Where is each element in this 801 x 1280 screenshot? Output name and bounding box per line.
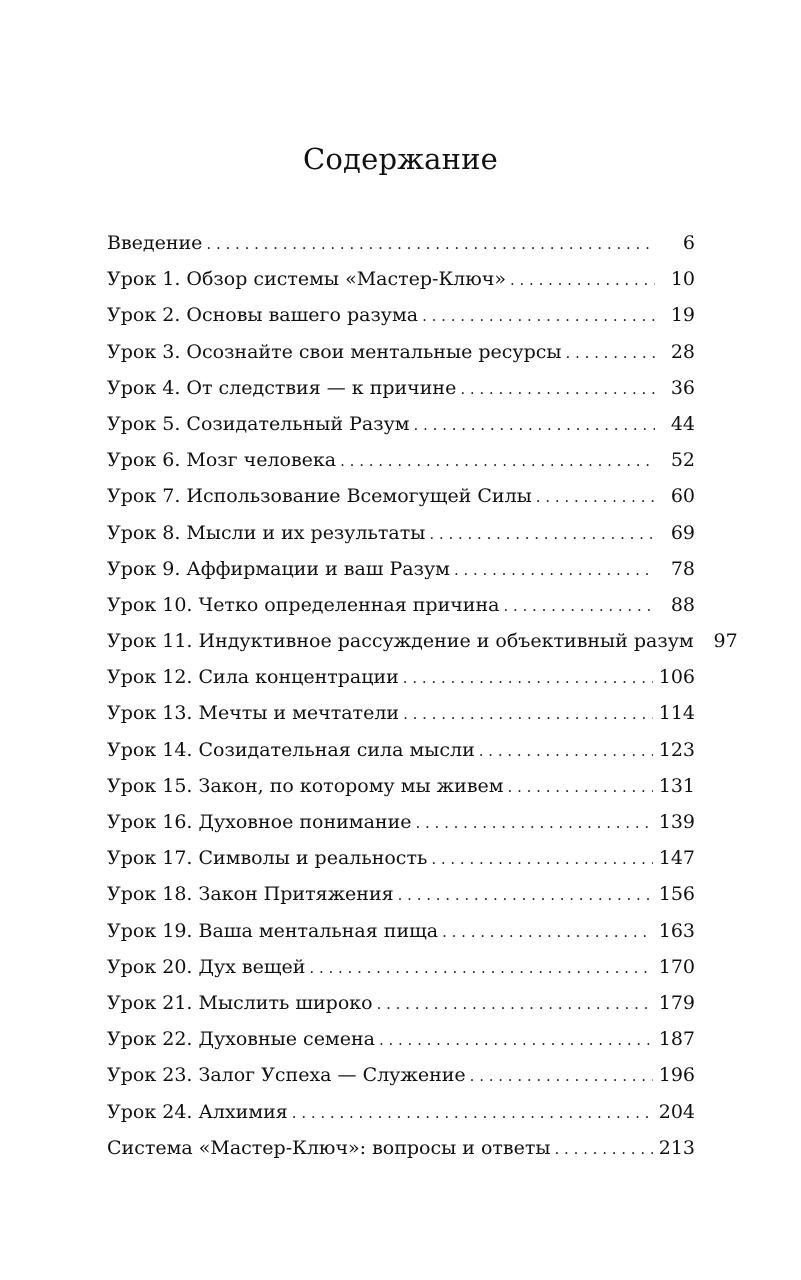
toc-entry: [107, 1028, 695, 1064]
toc-entry: [107, 232, 695, 268]
toc-entry-label: Урок 8. Мысли и их результаты: [107, 521, 426, 544]
toc-leader-dots: [460, 380, 655, 398]
toc-leader-dots: [377, 995, 653, 1013]
toc-leader-dots: [442, 923, 653, 941]
toc-entry-label: Урок 20. Дух вещей: [107, 955, 306, 978]
toc-leader-dots: [508, 778, 653, 796]
toc-entry-label: Урок 4. От следствия — к причине: [107, 376, 457, 399]
toc-entry-label: Урок 16. Духовное понимание: [107, 811, 412, 833]
toc-entry: [107, 920, 695, 956]
toc-entry: [107, 847, 695, 883]
toc-entry: [107, 1137, 695, 1173]
toc-entry-page: 156: [658, 883, 695, 906]
toc-entry-label: Урок 22. Духовные семена: [107, 1028, 375, 1051]
toc-entry-page: 106: [658, 666, 695, 689]
toc-entry-page: 204: [658, 1100, 695, 1123]
toc-entry: [107, 630, 738, 666]
toc-entry-label: Урок 14. Созидательная сила мысли: [107, 738, 475, 761]
toc-entry-page: 114: [658, 702, 695, 725]
toc-entry-page: 97: [713, 630, 738, 653]
toc-entry-label: Урок 23. Залог Успеха — Служение: [107, 1064, 466, 1087]
toc-leader-dots: [479, 742, 653, 760]
toc-entry-label: Введение: [107, 232, 203, 254]
toc-entry: [107, 594, 695, 630]
toc-leader-dots: [206, 235, 655, 253]
page-title: Содержание: [302, 142, 499, 176]
toc-leader-dots: [503, 597, 655, 615]
toc-leader-dots: [470, 1067, 653, 1085]
toc-entry-page: 28: [670, 340, 695, 363]
toc-entry-label: Урок 6. Мозг человека: [107, 449, 337, 472]
toc-entry-page: 88: [670, 593, 695, 616]
toc-leader-dots: [379, 1031, 653, 1049]
toc-entry-page: 170: [658, 955, 695, 978]
toc-entry-label: Система «Мастер-Ключ»: вопросы и ответы: [107, 1136, 551, 1159]
toc-entry: [107, 702, 695, 738]
toc-entry: [107, 811, 695, 847]
toc-leader-dots: [555, 1140, 653, 1158]
toc-entry-label: Урок 3. Осознайте свои ментальные ресурсы: [107, 340, 562, 363]
toc-leader-dots: [309, 959, 652, 977]
toc-entry: [107, 739, 695, 775]
toc-entry-page: 19: [670, 304, 695, 327]
toc-entry: [107, 1101, 695, 1137]
toc-entry: [107, 268, 695, 304]
toc-entry: [107, 558, 695, 594]
toc-leader-dots: [403, 705, 653, 723]
toc-entry-label: Урок 5. Созидательный Разум: [107, 412, 410, 435]
toc-entry: [107, 1064, 695, 1100]
toc-leader-dots: [431, 850, 652, 868]
toc-entry-page: 10: [670, 268, 695, 291]
toc-entry-page: 196: [658, 1064, 695, 1087]
toc-entry-page: 52: [670, 449, 695, 472]
toc-entry: [107, 666, 695, 702]
toc-entry-page: 6: [682, 232, 695, 254]
toc-entry: [107, 413, 695, 449]
table-of-contents: [107, 232, 738, 1173]
toc-leader-dots: [340, 452, 655, 470]
toc-leader-dots: [454, 561, 655, 579]
toc-entry: [107, 377, 695, 413]
toc-entry-label: Урок 11. Индуктивное рассуждение и объективный разум: [107, 630, 694, 653]
toc-entry-label: Урок 10. Четко определенная причина: [107, 593, 500, 616]
toc-entry: [107, 485, 695, 521]
toc-entry-label: Урок 17. Символы и реальность: [107, 847, 428, 870]
toc-entry-page: 187: [658, 1028, 695, 1051]
toc-leader-dots: [566, 344, 655, 362]
toc-leader-dots: [510, 271, 655, 289]
toc-entry-label: Урок 24. Алхимия: [107, 1100, 288, 1123]
toc-entry-page: 179: [658, 991, 695, 1014]
toc-entry-page: 139: [658, 811, 695, 833]
toc-entry-page: 213: [658, 1136, 695, 1159]
toc-entry: [107, 341, 695, 377]
toc-leader-dots: [415, 814, 652, 832]
toc-entry-label: Урок 12. Сила концентрации: [107, 666, 399, 689]
toc-entry-label: Урок 13. Мечты и мечтатели: [107, 702, 400, 725]
toc-leader-dots: [398, 886, 653, 904]
toc-leader-dots: [429, 525, 655, 543]
toc-entry-label: Урок 21. Мыслить широко: [107, 991, 373, 1014]
toc-entry-page: 147: [658, 847, 695, 870]
toc-entry-page: 44: [670, 412, 695, 435]
toc-entry-label: Урок 18. Закон Притяжения: [107, 883, 394, 906]
toc-leader-dots: [403, 669, 653, 687]
toc-leader-dots: [536, 488, 655, 506]
toc-entry-page: 69: [670, 521, 695, 544]
toc-entry: [107, 775, 695, 811]
toc-entry-label: Урок 15. Закон, по которому мы живем: [107, 774, 504, 797]
toc-entry-page: 60: [670, 485, 695, 508]
toc-entry-label: Урок 1. Обзор системы «Мастер-Ключ»: [107, 268, 506, 291]
toc-leader-dots: [414, 416, 655, 434]
toc-entry-page: 123: [658, 738, 695, 761]
toc-entry-page: 36: [670, 376, 695, 399]
toc-entry-label: Урок 2. Основы вашего разума: [107, 304, 419, 327]
toc-entry: [107, 956, 695, 992]
toc-entry-page: 78: [670, 557, 695, 580]
toc-leader-dots: [422, 307, 655, 325]
toc-entry: [107, 992, 695, 1028]
toc-entry: [107, 449, 695, 485]
toc-entry: [107, 522, 695, 558]
toc-entry-label: Урок 9. Аффирмации и ваш Разум: [107, 557, 450, 580]
toc-entry: [107, 883, 695, 919]
toc-leader-dots: [292, 1104, 653, 1122]
toc-entry-page: 163: [658, 919, 695, 942]
toc-entry-label: Урок 19. Ваша ментальная пища: [107, 919, 439, 942]
toc-entry-page: 131: [658, 774, 695, 797]
toc-entry: [107, 304, 695, 340]
toc-entry-label: Урок 7. Использование Всемогущей Силы: [107, 485, 532, 508]
